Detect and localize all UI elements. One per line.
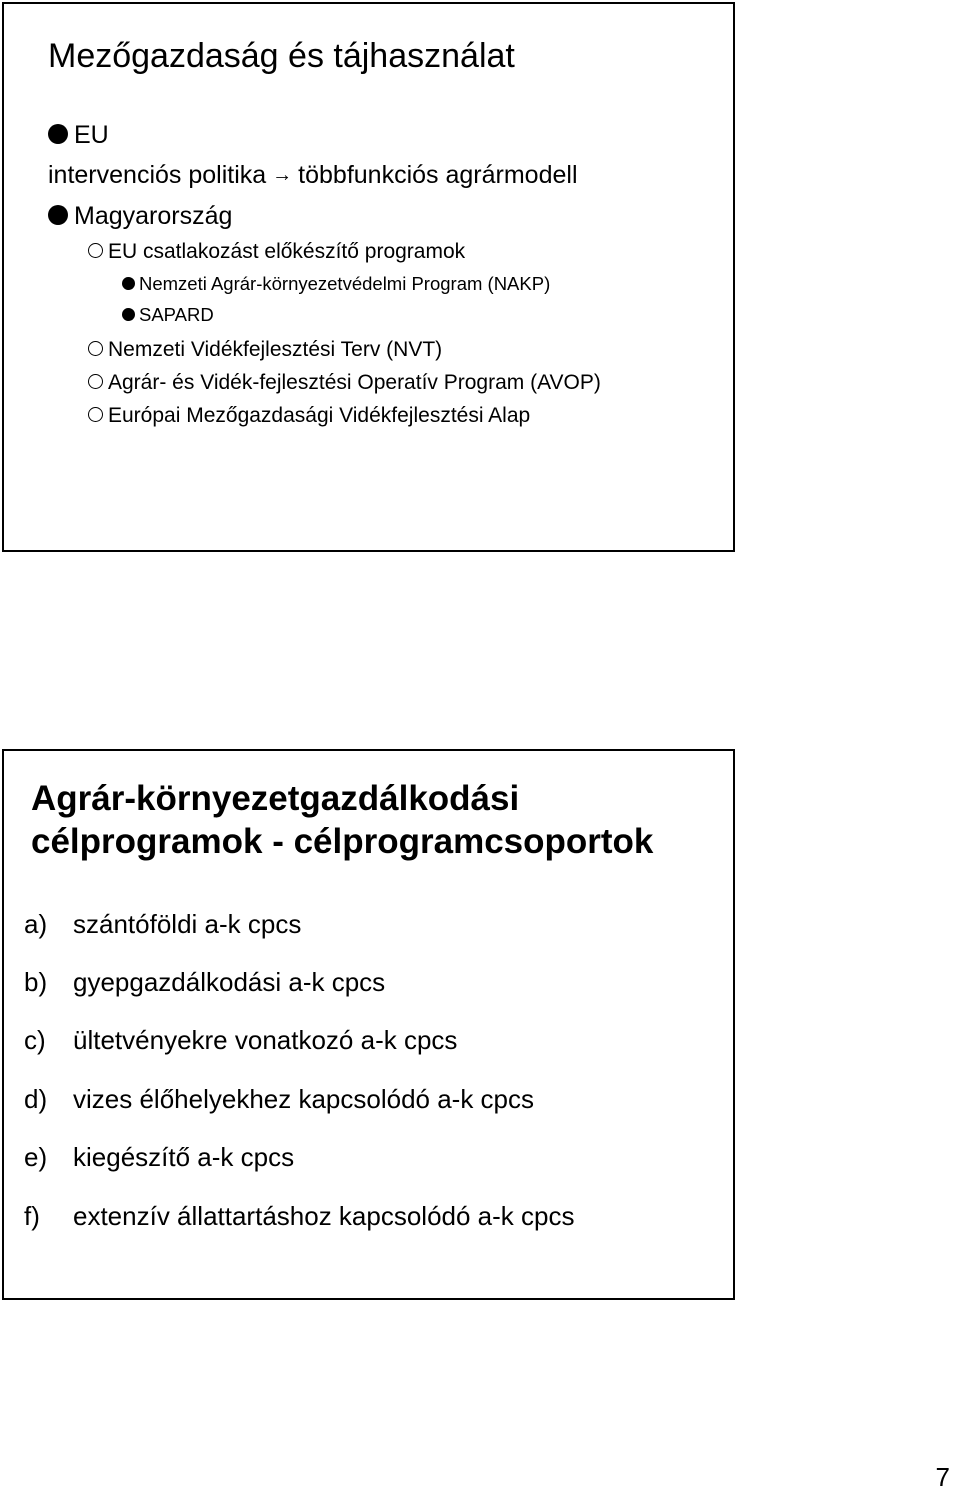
hollow-bullet-icon	[88, 374, 103, 389]
sub-bullet-nvt	[88, 337, 442, 362]
policy-from: intervenciós politika	[48, 161, 267, 189]
bullet-hungary	[48, 201, 232, 231]
avop-label: Agrár- és Vidék-fejlesztési Operatív Program (AVOP)	[108, 371, 601, 394]
list-item-label: d)	[24, 1084, 48, 1114]
slide-2-title	[31, 777, 653, 863]
list-item-label: b)	[24, 967, 48, 997]
prep-programs-label: EU csatlakozást előkészítő programok	[108, 240, 466, 263]
filled-bullet-icon	[122, 308, 135, 321]
hollow-bullet-icon	[88, 243, 103, 258]
bullet-eu-label: EU	[74, 121, 109, 149]
list-item-label: c)	[24, 1025, 46, 1055]
bullet-eu	[48, 120, 109, 150]
list-item	[24, 967, 385, 998]
sub-bullet-eafrd	[88, 403, 530, 428]
list-item-label: a)	[24, 909, 48, 939]
nvt-label: Nemzeti Vidékfejlesztési Terv (NVT)	[108, 338, 443, 361]
page-number: 7	[935, 1462, 950, 1492]
right-arrow-icon: →	[272, 164, 293, 186]
filled-bullet-icon	[48, 124, 68, 144]
filled-bullet-icon	[48, 205, 68, 225]
eafrd-label: Európai Mezőgazdasági Vidékfejlesztési Alap	[108, 404, 531, 427]
list-item-text: ültetvényekre vonatkozó a-k cpcs	[73, 1025, 458, 1055]
list-item-text: gyepgazdálkodási a-k cpcs	[73, 967, 386, 997]
slide-2-title-line-2: célprogramok - célprogramcsoportok	[31, 822, 654, 862]
list-item-text: kiegészítő a-k cpcs	[73, 1142, 295, 1172]
hollow-bullet-icon	[88, 341, 103, 356]
list-item	[24, 1084, 534, 1115]
slide-2-title-line-1: Agrár-környezetgazdálkodási	[31, 779, 520, 818]
list-item-label: e)	[24, 1142, 48, 1172]
bullet-hungary-label: Magyarország	[74, 202, 233, 230]
sub-sub-bullet-sapard	[122, 304, 214, 326]
sub-bullet-prep-programs	[88, 239, 465, 264]
list-item	[24, 1025, 457, 1056]
list-item-text: extenzív állattartáshoz kapcsolódó a-k cpcs	[73, 1201, 575, 1231]
sub-sub-bullet-nakp	[122, 273, 550, 295]
list-item-text: szántóföldi a-k cpcs	[73, 909, 302, 939]
nakp-label: Nemzeti Agrár-környezetvédelmi Program (NAKP)	[139, 273, 551, 294]
slide-1-title: Mezőgazdaság és tájhasználat	[48, 37, 515, 75]
sub-bullet-avop	[88, 370, 601, 395]
list-item	[24, 1142, 294, 1173]
slide-1	[2, 2, 735, 552]
list-item	[24, 1201, 574, 1232]
list-item-label: f)	[24, 1201, 40, 1231]
list-item-text: vizes élőhelyekhez kapcsolódó a-k cpcs	[73, 1084, 535, 1114]
slide-2	[2, 749, 735, 1300]
list-item	[24, 909, 301, 940]
policy-to: többfunkciós agrármodell	[298, 161, 578, 189]
hollow-bullet-icon	[88, 407, 103, 422]
sapard-label: SAPARD	[139, 304, 214, 325]
policy-transition	[48, 160, 578, 190]
filled-bullet-icon	[122, 277, 135, 290]
